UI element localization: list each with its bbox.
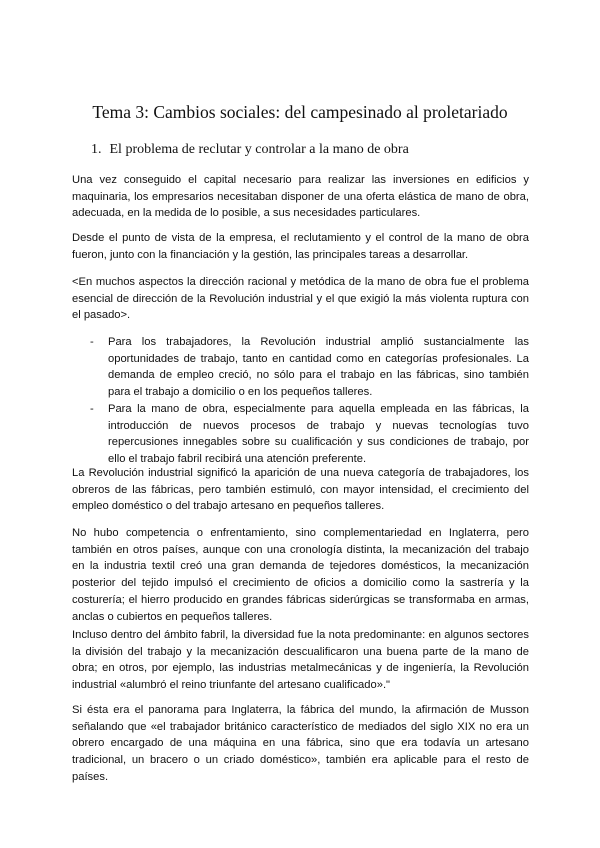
bullet-item-workers <box>72 334 529 401</box>
paragraph-1: Una vez conseguido el capital necesario para realizar las inversiones en edificios y maquinaria, los empresarios necesitaban disponer de una oferta elástica de mano de obra, adecuada, en la medida de lo posible, a sus necesidades particulares. <box>72 174 529 220</box>
paragraph-7: Si ésta era el panorama para Inglaterra, la fábrica del mundo, la afirmación de Musson señalando que «el trabajador británico característico de mediados del siglo XIX no era un obrero encargado de una máquina en una fábrica, sino que era todavía un artesano tradicional, un bracero o un criado doméstico», también era aplicable para el resto de países. <box>72 704 529 783</box>
paragraph-2: Desde el punto de vista de la empresa, el reclutamiento y el control de la mano de obra fueron, junto con la financiación y la gestión, las principales tareas a desarrollar. <box>72 232 529 261</box>
bullet-marker: - <box>90 336 94 348</box>
document-title: Tema 3: Cambios sociales: del campesinado al proletariado <box>92 102 508 122</box>
section-number: 1. <box>91 142 102 157</box>
bullet-text: Para la mano de obra, especialmente para aquella empleada en las fábricas, la introducción de nuevos procesos de trabajo y nuevas tecnologías tuvo repercusiones innegables sobre su cualificación y sus condiciones de trabajo, por ello el trabajo fabril recibirá una atención preferente. <box>108 402 529 465</box>
bullet-text: Para los trabajadores, la Revolución industrial amplió sustancialmente las oportunidades de trabajo, tanto en cantidad como en categorías profesionales. La demanda de empleo creció, no sólo para el trabajo en las fábricas, sino también para el trabajo a domicilio o en los pequeños talleres. <box>108 336 529 399</box>
bullet-item-labor <box>72 401 529 468</box>
bullet-marker: - <box>90 402 94 415</box>
paragraph-quote: <En muchos aspectos la dirección racional y metódica de la mano de obra fue el problema esencial de dirección de la Revolución industrial y el que exigió la más violenta ruptura con el pasado>. <box>72 276 529 322</box>
paragraph-6: Incluso dentro del ámbito fabril, la diversidad fue la nota predominante: en algunos sectores la división del trabajo y la mecanización descualificaron una buena parte de la mano de obra; en otros, por ejemplo, las industrias metalmecánicas y de ingeniería, la Revolución industrial «alumbró el reino triunfante del artesano cualificado»." <box>72 629 529 692</box>
section-heading <box>91 140 409 160</box>
paragraph-4: La Revolución industrial significó la aparición de una nueva categoría de trabajadores, los obreros de las fábricas, pero también estimuló, con mayor intensidad, el crecimiento del empleo doméstico o del trabajo artesano en pequeños talleres. <box>72 467 529 513</box>
bullet-list <box>72 334 529 468</box>
paragraph-5: No hubo competencia o enfrentamiento, sino complementariedad en Inglaterra, pero también en otros países, aunque con una cronología distinta, la mecanización del trabajo en la industria textil creó una gran demanda de tejedores domésticos, la mecanización posterior del tejido impulsó el crecimiento de oficios a domicilio como la sastrería y la costurería; el hierro producido en grandes fábricas siderúrgicas se transformaba en armas, anclas o cubiertos en pequeños talleres. <box>72 527 529 623</box>
section-heading-text: El problema de reclutar y controlar a la mano de obra <box>109 142 409 157</box>
